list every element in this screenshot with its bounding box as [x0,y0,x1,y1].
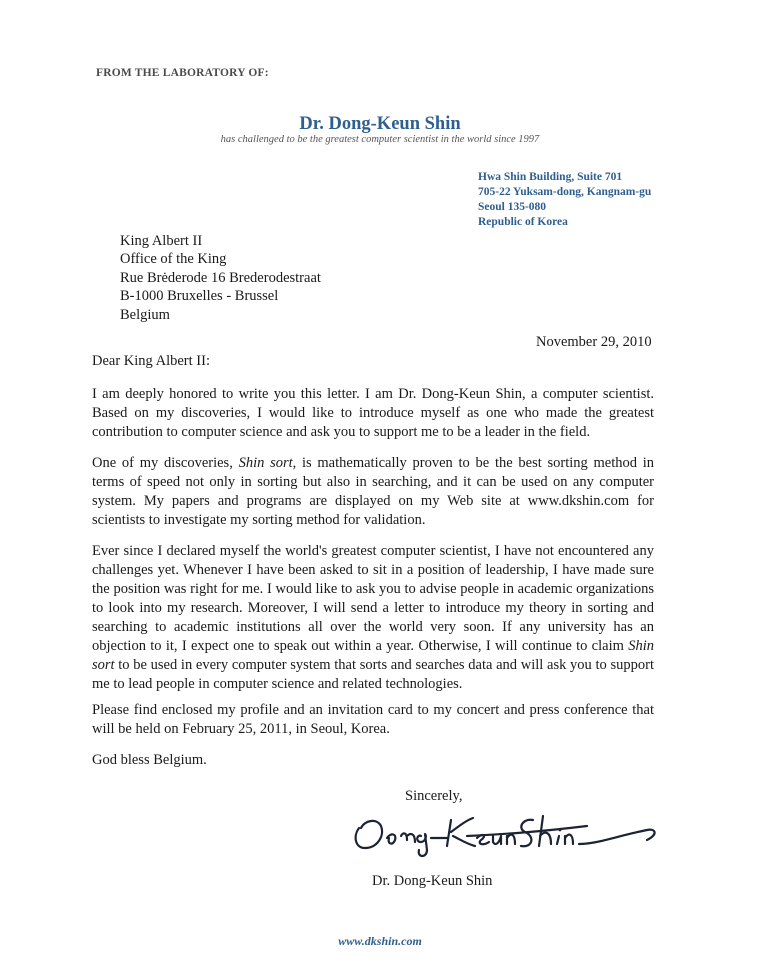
paragraph-3 [92,542,654,694]
closing: Sincerely, [405,788,463,804]
sender-name: Dr. Dong-Keun Shin [299,114,461,134]
address-line: 705-22 Yuksam-dong, Kangnam-gu [478,186,652,198]
from-label: FROM THE LABORATORY OF: [96,67,269,79]
paragraph-3-text [92,542,654,694]
recipient-line: B-1000 Bruxelles - Brussel [120,288,279,305]
recipient-line: Belgium [120,306,170,323]
recipient-line: Rue Brėderode 16 Brederodestraat [120,269,321,286]
paragraph-1-text: I am deeply honored to write you this letter. I am Dr. Dong-Keun Shin, a computer scientist. Based on my discoveries, I would like to introduce myself as one who made the greatest contribution to computer science and ask you to support me to be a leader in the field. [92,386,654,440]
paragraph-3-part: Ever since I declared myself the world's greatest computer scientist, I have not encountered any challenges yet. Whenever I have been asked to sit in a position of leadership, I have made sure the position was right for me. I would like to ask you to advise people in academic organizations to look into my research. Moreover, I will send a letter to introduce my theory in sorting and searching to academic institutions all over the world very soon. If any university has an objection to it, I expect one to speak out within a year. Otherwise, I will continue to claim [92,543,654,654]
paragraph-2-part: One of my discoveries, [92,455,239,471]
signer-name: Dr. Dong-Keun Shin [372,873,493,889]
website-link[interactable]: www.dkshin.com [338,934,422,948]
recipient-line: King Albert II [120,233,203,249]
handwritten-signature [347,806,665,864]
paragraph-4 [92,701,654,739]
address-line: Republic of Korea [478,216,568,228]
paragraph-4-text: Please find enclosed my profile and an invitation card to my concert and press conference that will be held on February 25, 2011, in Seoul, Korea. [92,702,654,737]
salutation: Dear King Albert II: [92,353,210,369]
recipient-address [120,232,321,324]
address-line: Hwa Shin Building, Suite 701 [478,171,623,183]
paragraph-2-part: , is mathematically proven to be the best sorting method in terms of speed not only in sorting but also in searching, and it can be used on any computer system. My papers and programs are displayed on my Web site at www.dkshin.com for scientists to investigate my sorting method for validation. [92,455,654,528]
recipient-line: Office of the King [120,251,227,268]
shin-sort-emphasis: Shin sort [92,638,654,673]
paragraph-2-text [92,454,654,530]
paragraph-3-part: to be used in every computer system that sorts and searches data and will ask you to support me to lead people in computer science and related technologies. [92,657,654,692]
closing-line: God bless Belgium. [92,752,207,768]
address-line: Seoul 135-080 [478,201,547,213]
sender-tagline: has challenged to be the greatest computer scientist in the world since 1997 [220,134,540,145]
sender-address [478,170,651,230]
shin-sort-emphasis: Shin sort [238,455,293,471]
letter-date: November 29, 2010 [536,334,652,350]
paragraph-1 [92,385,654,442]
paragraph-2 [92,454,654,530]
